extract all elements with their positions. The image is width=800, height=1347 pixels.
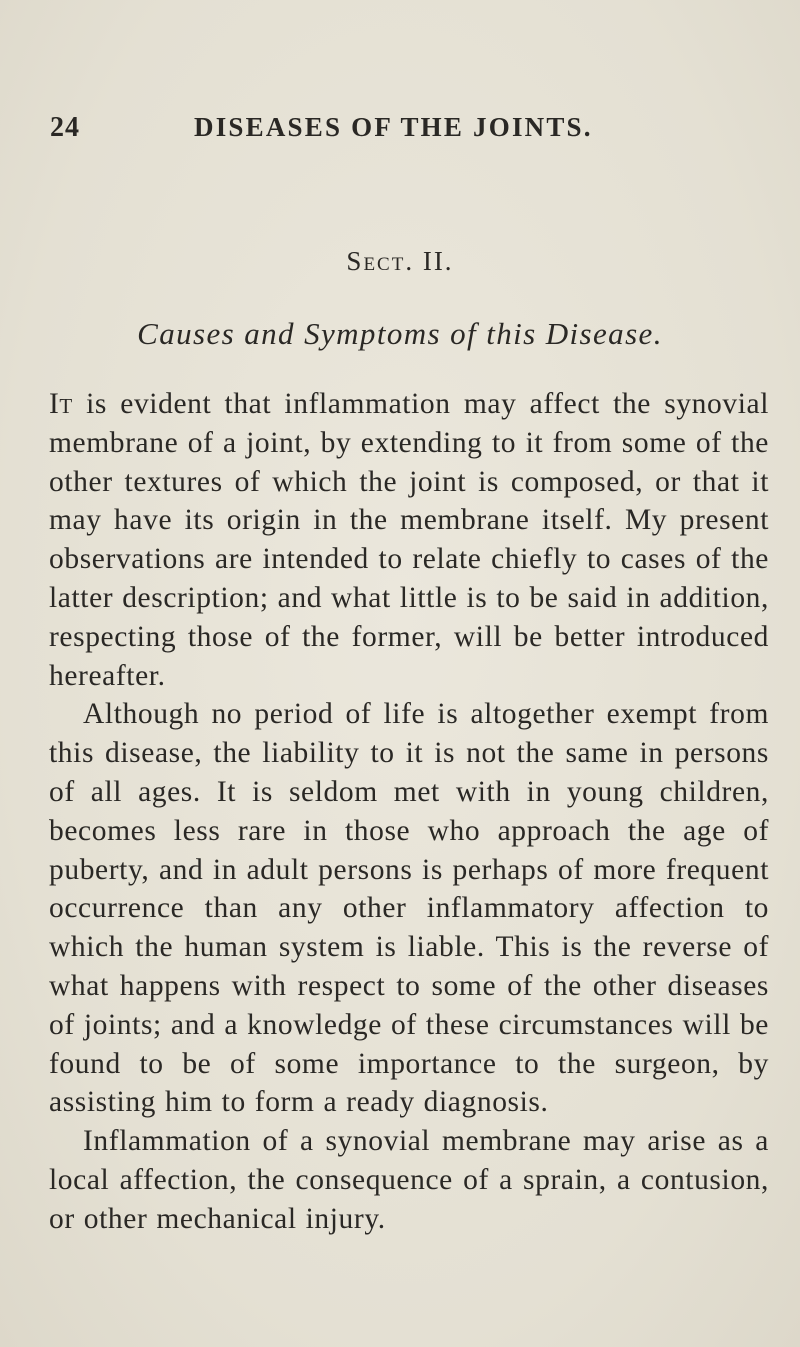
paragraph-lead-word: It <box>49 388 73 420</box>
section-label: Sect. II. <box>346 246 454 276</box>
running-title: DISEASES OF THE JOINTS. <box>194 112 593 142</box>
paragraph-2: Although no period of life is altogether exempt from this disease, the liability to it is not the same in persons of all ages. It is seldom met with in young children, becomes less rare in those who approach the age of puberty, and in adult persons is perhaps of more frequent occurrence than any other inflammatory affection to which the human system is liable. This is the reverse of what happens with respect to some of the other diseases of joints; and a knowledge of these circumstances will be found to be of some importance to the surgeon, by assisting him to form a ready diagnosis. <box>49 698 769 1119</box>
body-text <box>49 385 769 1239</box>
paragraph-3: Inflammation of a synovial membrane may arise as a local affection, the consequence of a sprain, a contusion, or other mechanical injury. <box>49 1125 769 1235</box>
section-title: Causes and Symptoms of this Disease. <box>137 316 663 351</box>
page-number: 24 <box>50 112 80 143</box>
running-head <box>50 112 770 146</box>
paragraph-1 <box>49 385 769 695</box>
paragraph-1-text: is evident that inflammation may affect the synovial membrane of a joint, by extending to it from some of the other textures of which the joint is composed, or that it may have its origin in the membrane itself. My present observations are intended to relate chiefly to cases of the latter description; and what little is to be said in addition, respecting those of the former, will be better introduced hereafter. <box>49 388 769 692</box>
